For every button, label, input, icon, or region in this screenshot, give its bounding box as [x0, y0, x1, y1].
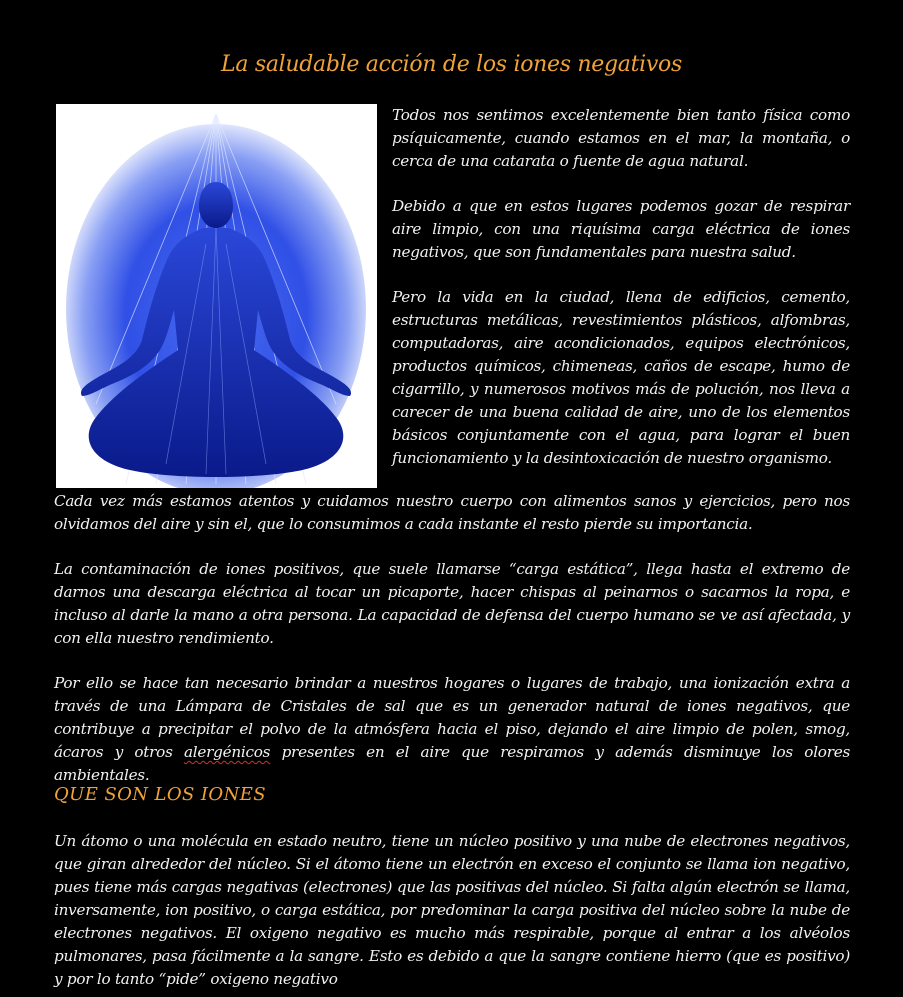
- intro-paragraph-1: Todos nos sentimos excelentemente bien tanto física como psíquicamente, cuando estamos en el mar, la montaña, o cerca de una catarata o fuente de agua natural.: [392, 106, 850, 170]
- meditating-silhouette-icon: [56, 104, 377, 488]
- intro-paragraph-3: Pero la vida en la ciudad, llena de edificios, cemento, estructuras metálicas, revestimientos plásticos, alfombras, computadoras, aire acondicionados, equipos electrónicos, productos químicos, chimeneas, caños de escape, humo de cigarrillo, y numerosos motivos más de polución, nos lleva a carecer de una buena calidad de aire, uno de los elementos básicos conjuntamente con el agua, para lograr el buen funcionamiento y la desintoxicación de nuestro organismo.: [392, 288, 850, 467]
- body-paragraph-2: La contaminación de iones positivos, que suele llamarse “carga estática”, llega hasta el extremo de darnos una descarga eléctrica al tocar un picaporte, hacer chispas al peinarnos o sacarnos la ropa, e incluso al darle la mano a otra persona. La capacidad de defensa del cuerpo humano se ve así afectada, y con ella nuestro rendimiento.: [54, 560, 850, 647]
- meditation-figure: [56, 104, 377, 488]
- body-paragraph-3-end: presentes en el aire que respiramos y además disminuye los olores ambientales.: [54, 743, 850, 784]
- intro-column: [392, 104, 850, 492]
- body-paragraph-3: [54, 672, 850, 787]
- ions-section: [54, 830, 850, 991]
- spellcheck-flagged-word: alergénicos: [184, 743, 271, 761]
- page-title: La saludable acción de los iones negativos: [221, 52, 682, 77]
- body-paragraph-3-start: Por ello se hace tan necesario brindar a nuestros hogares o lugares de trabajo, una ionización extra a través de una Lámpara de Cristales de sal que es un generador natural de iones negativos, que contribuye a precipitar el polvo de la atmósfera hacia el piso, dejando el aire limpio de polen, smog, ácaros y otros: [54, 674, 850, 761]
- body-section: [54, 490, 850, 809]
- body-paragraph-1: Cada vez más estamos atentos y cuidamos nuestro cuerpo con alimentos sanos y ejercicios, pero nos olvidamos del aire y sin el, que lo consumimos a cada instante el resto pierde su importancia.: [54, 492, 850, 533]
- intro-paragraph-2: Debido a que en estos lugares podemos gozar de respirar aire limpio, con una riquísima carga eléctrica de iones negativos, que son fundamentales para nuestra salud.: [392, 197, 850, 261]
- section-heading: QUE SON LOS IONES: [54, 784, 266, 805]
- ions-paragraph: Un átomo o una molécula en estado neutro, tiene un núcleo positivo y una nube de electrones negativos, que giran alrededor del núcleo. Si el átomo tiene un electrón en exceso el conjunto se llama ion negativo, pues tiene más cargas negativas (electrones) que las positivas del núcleo. Si falta algún electrón se llama, inversamente, ion positivo, o carga estática, por predominar la carga positiva del núcleo sobre la nube de electrones negativos. El oxigeno negativo es mucho más respirable, porque al entrar a los alvéolos pulmonares, pasa fácilmente a la sangre. Esto es debido a que la sangre contiene hierro (que es positivo) y por lo tanto “pide” oxigeno negativo: [54, 832, 850, 988]
